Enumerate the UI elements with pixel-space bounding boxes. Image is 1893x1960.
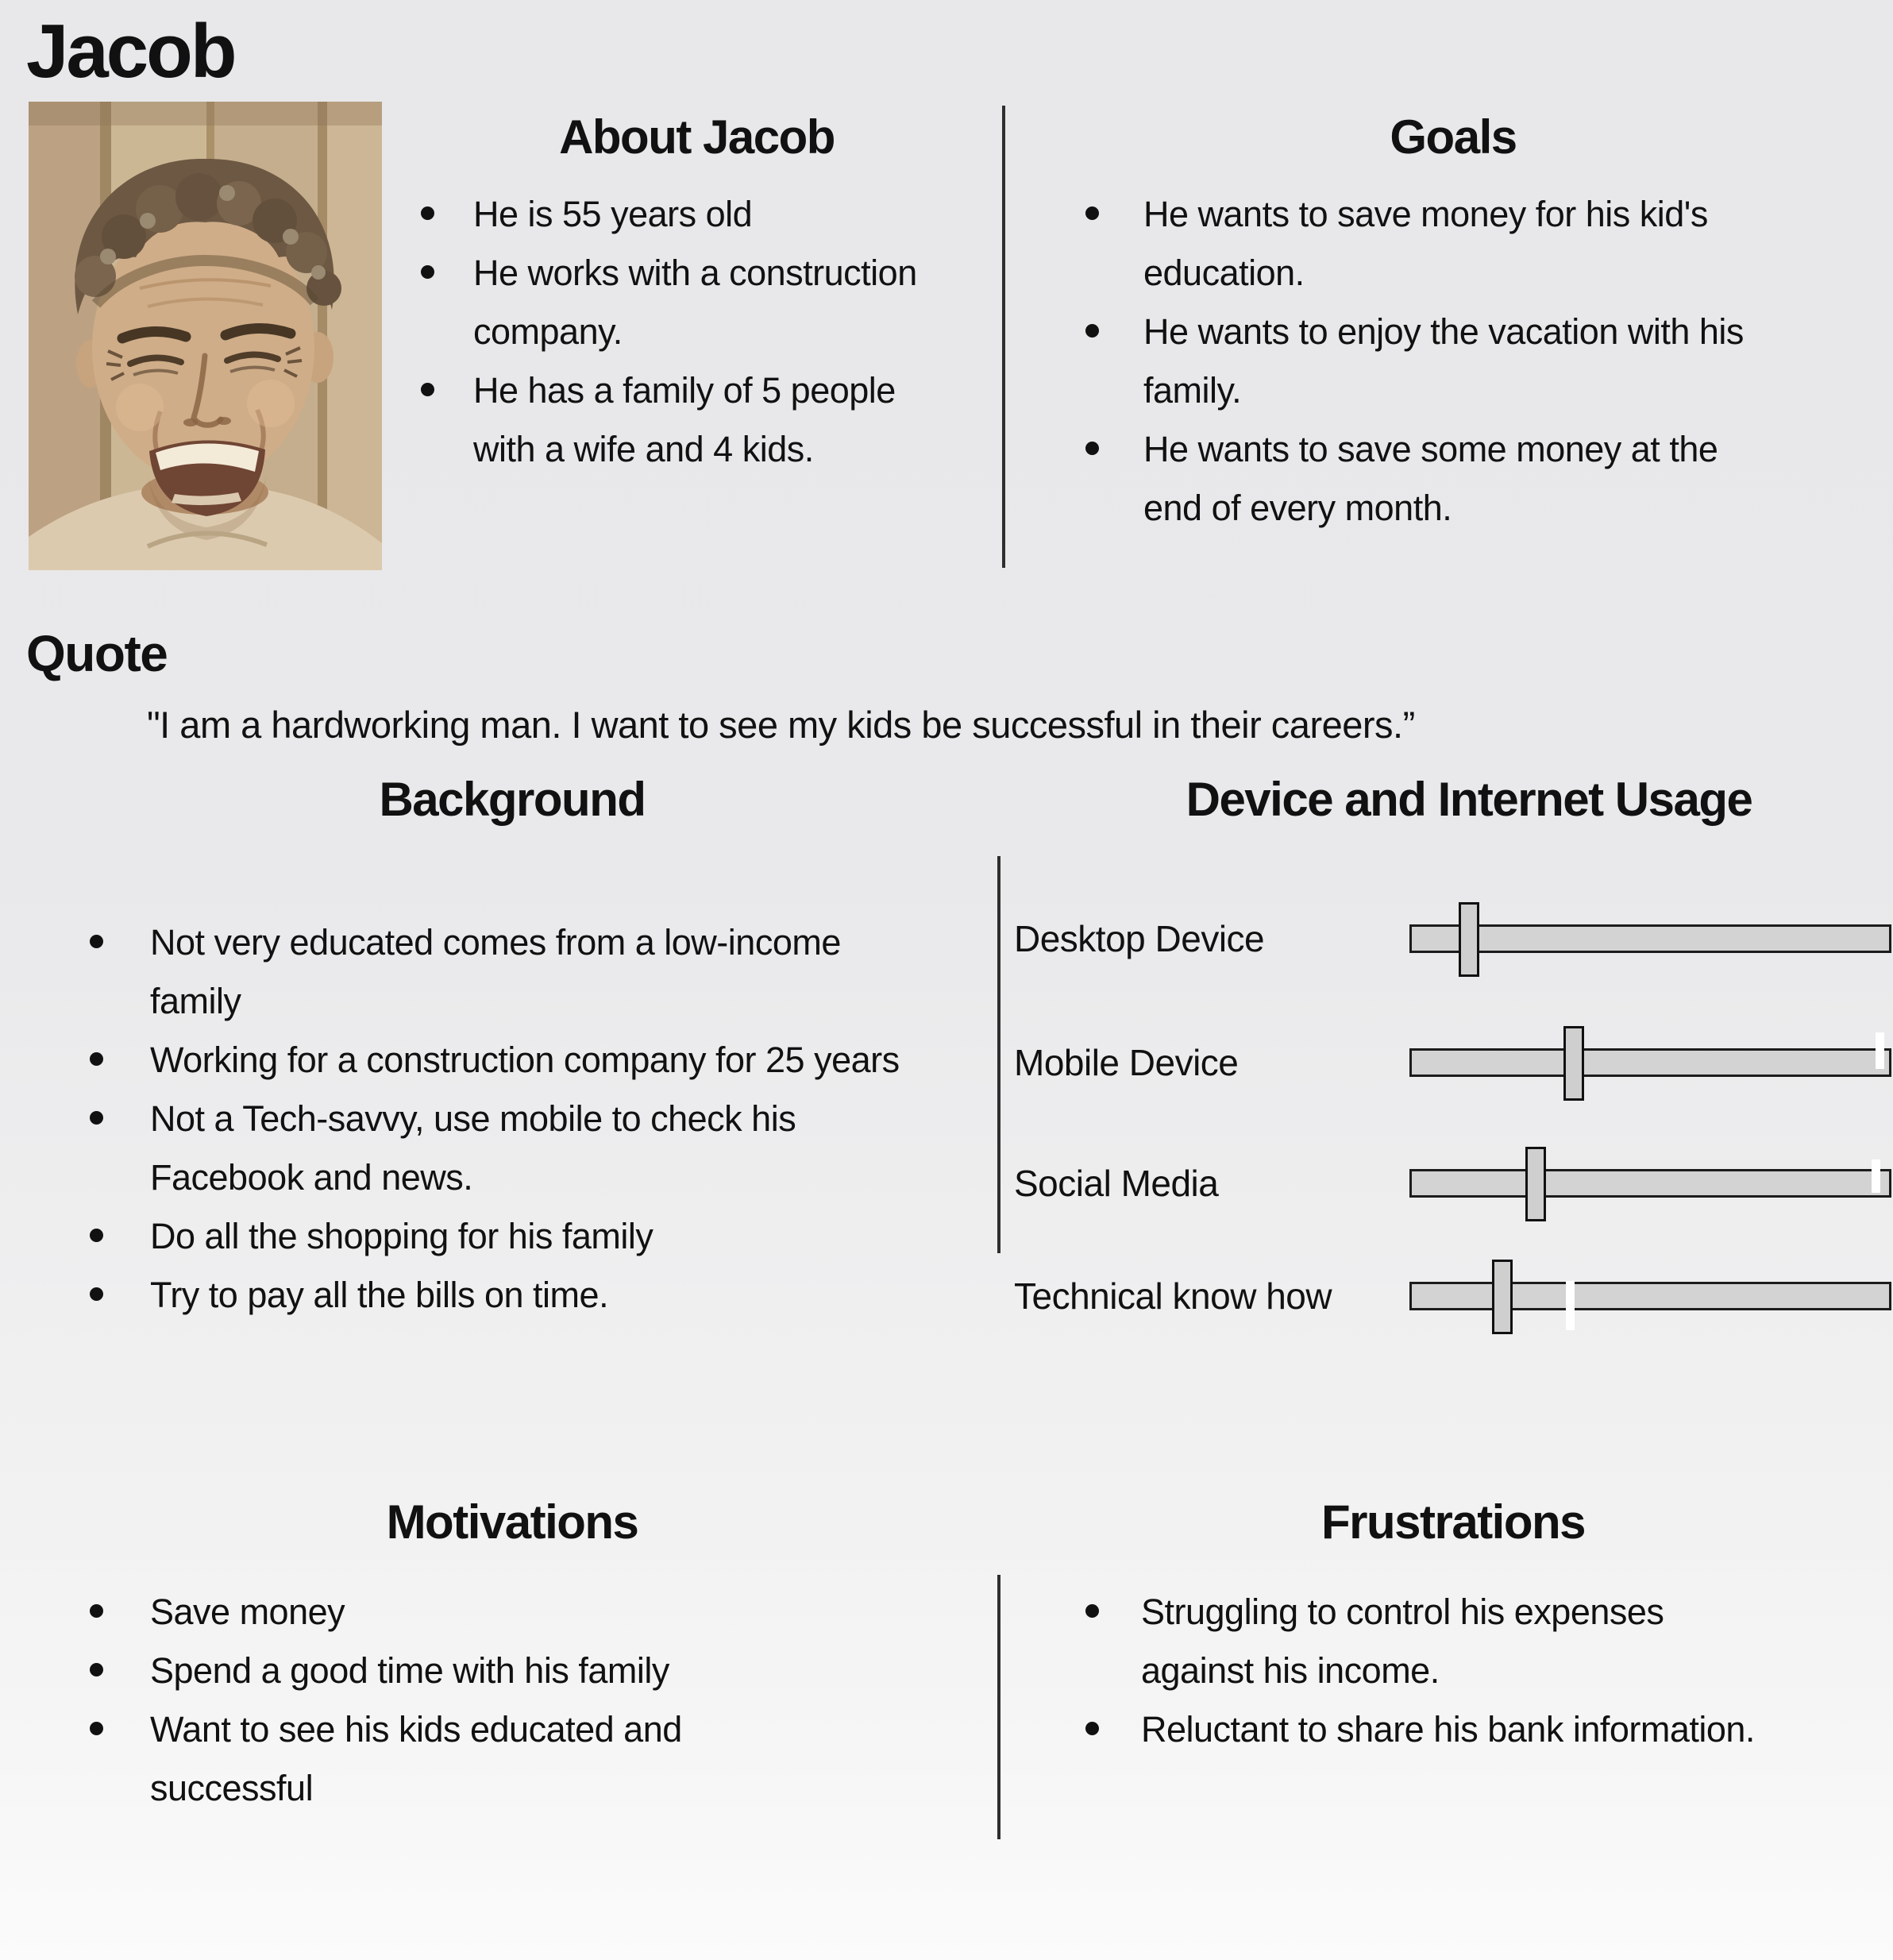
list-item: Save money — [60, 1583, 788, 1642]
technical-know-how-slider-track[interactable] — [1409, 1282, 1891, 1310]
motivations-section-title: Motivations — [386, 1495, 638, 1549]
about-section-title: About Jacob — [559, 110, 835, 164]
slider-label-technical-know-how: Technical know how — [1014, 1275, 1332, 1317]
mobile-device-slider-handle[interactable] — [1563, 1026, 1584, 1101]
list-item: He has a family of 5 people with a wife and 4 kids. — [397, 361, 953, 479]
quote-text: "I am a hardworking man. I want to see my kids be successful in their careers.” — [147, 704, 1415, 746]
list-item: Try to pay all the bills on time. — [60, 1266, 900, 1325]
list-item: Not a Tech-savvy, use mobile to check his Facebook and news. — [60, 1090, 900, 1207]
divider-background-device — [997, 856, 1000, 1253]
slider-label-desktop-device: Desktop Device — [1014, 918, 1265, 959]
slider-label-mobile-device: Mobile Device — [1014, 1042, 1239, 1083]
list-item: Do all the shopping for his family — [60, 1207, 900, 1266]
device-row-mobile — [1014, 1023, 1891, 1102]
motivations-list — [60, 1583, 788, 1818]
desktop-device-slider-track[interactable] — [1409, 924, 1891, 953]
divider-motivations-frustrations — [997, 1575, 1000, 1839]
list-item: He wants to save some money at the end of every month. — [1040, 420, 1779, 538]
desktop-device-slider-handle[interactable] — [1459, 902, 1479, 977]
background-list — [60, 913, 900, 1325]
slider-max-tick — [1876, 1032, 1884, 1069]
quote-section-title: Quote — [26, 625, 168, 682]
frustrations-section-title: Frustrations — [1320, 1495, 1586, 1549]
list-item: Spend a good time with his family — [60, 1642, 788, 1700]
list-item: He wants to save money for his kid's education. — [1040, 185, 1779, 303]
device-row-social-media — [1014, 1144, 1891, 1223]
list-item: He wants to enjoy the vacation with his family. — [1040, 303, 1779, 420]
social-media-slider-handle[interactable] — [1525, 1147, 1546, 1221]
list-item: He works with a construction company. — [397, 244, 953, 361]
list-item: Struggling to control his expenses against his income. — [1040, 1583, 1779, 1700]
mobile-device-slider-track[interactable] — [1409, 1048, 1891, 1077]
device-usage-section-title: Device and Internet Usage — [1186, 773, 1752, 826]
technical-know-how-slider-handle[interactable] — [1492, 1260, 1513, 1334]
slider-tick — [1566, 1281, 1575, 1330]
goals-section-title: Goals — [1390, 110, 1517, 164]
frustrations-list — [1040, 1583, 1779, 1759]
about-list — [397, 185, 953, 479]
list-item: Reluctant to share his bank information. — [1040, 1700, 1779, 1759]
device-row-desktop — [1014, 899, 1891, 978]
list-item: He is 55 years old — [397, 185, 953, 244]
list-item: Want to see his kids educated and successful — [60, 1700, 788, 1818]
page-title: Jacob — [26, 9, 235, 94]
slider-max-tick — [1872, 1159, 1880, 1193]
list-item: Working for a construction company for 25 years — [60, 1031, 900, 1090]
device-row-technical-know-how — [1014, 1256, 1891, 1336]
social-media-slider-track[interactable] — [1409, 1169, 1891, 1198]
background-section-title: Background — [379, 773, 646, 826]
divider-about-goals — [1002, 106, 1005, 568]
list-item: Not very educated comes from a low-income family — [60, 913, 900, 1031]
slider-label-social-media: Social Media — [1014, 1163, 1219, 1204]
goals-list — [1040, 185, 1779, 538]
persona-photo — [29, 102, 382, 570]
